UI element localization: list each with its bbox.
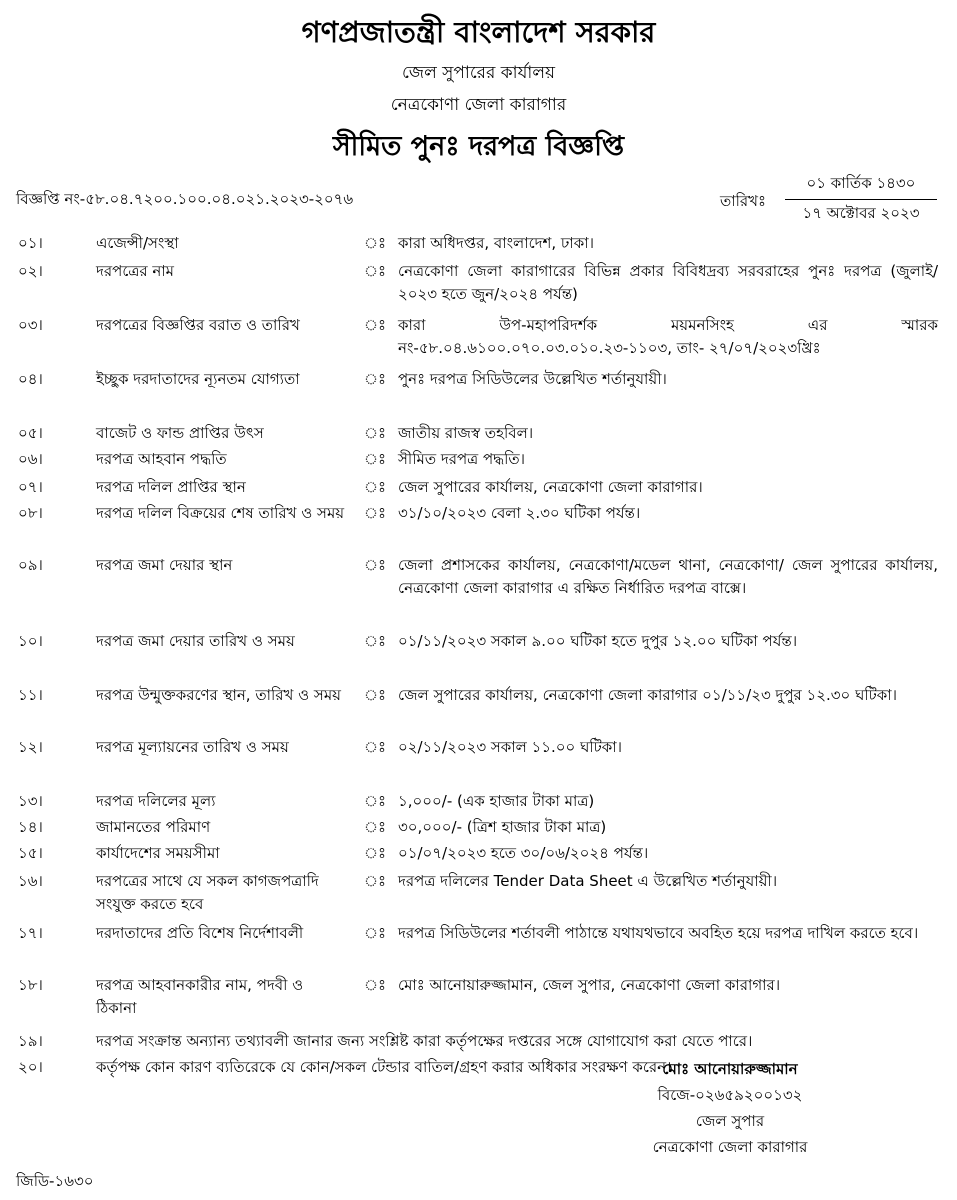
row-number: ১৮। [18, 976, 43, 994]
row-value: মোঃ আনোয়ারুজ্জামান, জেল সুপার, নেত্রকোণা জেলা কারাগার। [398, 976, 781, 994]
row-colon: ঃ [364, 450, 387, 468]
row-label: দরপত্র আহবানকারীর নাম, পদবী ও ঠিকানা [96, 976, 304, 1017]
row-value: জেলা প্রশাসকের কার্যালয়, নেত্রকোণা/মডেল থানা, নেত্রকোণা/ জেল সুপারের কার্যালয়, নেত্রকোণা জেলা কারাগার এ রক্ষিত নির্ধারিত দরপত্র বাক্সে। [398, 556, 938, 597]
row-number: ১৯। [18, 1032, 43, 1050]
row-text: দরপত্র সংক্রান্ত অন্যান্য তথ্যাবলী জানার জন্য সংশ্লিষ্ট কারা কর্তৃপক্ষের দপ্তরের সঙ্গে যোগাযোগ করা যেতে পারে। [96, 1032, 753, 1050]
row-value: ১,০০০/- (এক হাজার টাকা মাত্র) [398, 792, 595, 810]
date-bangla: ০১ কার্তিক ১৪৩০ [785, 172, 937, 200]
row-colon: ঃ [364, 234, 387, 252]
row-label: দরপত্র আহবান পদ্ধতি [96, 450, 227, 468]
row-number: ০৩। [18, 316, 43, 334]
row-number: ০৭। [18, 478, 43, 496]
row-number: ১৫। [18, 844, 43, 862]
memo-number: বিজ্ঞপ্তি নং-৫৮.০৪.৭২০০.১০০.০৪.০২১.২০২৩-২০৭৬ [16, 190, 354, 208]
row-label: দরপত্র জমা দেয়ার স্থান [96, 556, 233, 574]
row-label: দরদাতাদের প্রতি বিশেষ নির্দেশাবলী [96, 924, 304, 942]
row-colon: ঃ [364, 872, 387, 890]
row-colon: ঃ [364, 478, 387, 496]
row-number: ১২। [18, 738, 43, 756]
jail-name: নেত্রকোণা জেলা কারাগার [390, 95, 567, 115]
row-number: ০৬। [18, 450, 43, 468]
row-colon: ঃ [364, 504, 387, 522]
row-number: ০৪। [18, 370, 43, 388]
row-colon: ঃ [364, 976, 387, 994]
notice-title: সীমিত পুনঃ দরপত্র বিজ্ঞপ্তি [332, 131, 625, 162]
row-value: পুনঃ দরপত্র সিডিউলের উল্লেখিত শর্তানুযায়ী। [398, 370, 667, 388]
row-colon: ঃ [364, 818, 387, 836]
signatory-id: বিজে-০২৬৫৯২০০১৩২ [657, 1086, 803, 1104]
row-label: দরপত্রের নাম [96, 262, 175, 280]
row-number: ০৫। [18, 424, 43, 442]
row-value: দরপত্র দলিলের Tender Data Sheet এ উল্লেখিত শর্তানুযায়ী। [398, 872, 778, 890]
row-label: দরপত্র দলিলের মূল্য [96, 792, 216, 810]
signatory-name: মোঃ আনোয়ারুজ্জামান [662, 1060, 798, 1078]
row-colon: ঃ [364, 738, 387, 756]
row-colon: ঃ [364, 924, 387, 942]
row-value: ০২/১১/২০২৩ সকাল ১১.০০ ঘটিকা। [398, 738, 623, 756]
row-number: ১৬। [18, 872, 43, 890]
row-number: ১০। [18, 632, 43, 650]
row-number: ০৮। [18, 504, 43, 522]
row-label: দরপত্র দলিল বিক্রয়ের শেষ তারিখ ও সময় [96, 504, 345, 522]
row-number: ১১। [18, 686, 43, 704]
signatory-office: নেত্রকোণা জেলা কারাগার [652, 1138, 808, 1156]
row-colon: ঃ [364, 424, 387, 442]
date-label: তারিখঃ [720, 192, 766, 210]
row-colon: ঃ [364, 556, 387, 574]
row-number: ০২। [18, 262, 43, 280]
row-colon: ঃ [364, 316, 387, 334]
row-colon: ঃ [364, 844, 387, 862]
row-text: কর্তৃপক্ষ কোন কারণ ব্যতিরেকে যে কোন/সকল টেন্ডার বাতিল/গ্রহণ করার অধিকার সংরক্ষণ করেন। [96, 1058, 672, 1076]
row-colon: ঃ [364, 792, 387, 810]
row-colon: ঃ [364, 686, 387, 704]
row-colon: ঃ [364, 370, 387, 388]
row-value: জেল সুপারের কার্যালয়, নেত্রকোণা জেলা কারাগার। [398, 478, 703, 496]
row-value: ৩১/১০/২০২৩ বেলা ২.৩০ ঘটিকা পর্যন্ত। [398, 504, 641, 522]
row-value: নেত্রকোণা জেলা কারাগারের বিভিন্ন প্রকার বিবিধদ্রব্য সরবরাহের পুনঃ দরপত্র (জুলাই/২০২৩ হতে জুন/২০২৪ পর্যন্ত) [398, 262, 938, 303]
row-value: ০১/০৭/২০২৩ হতে ৩০/০৬/২০২৪ পর্যন্ত। [398, 844, 649, 862]
row-label: দরপত্র উন্মুক্তকরণের স্থান, তারিখ ও সময় [96, 686, 341, 704]
government-title: গণপ্রজাতন্ত্রী বাংলাদেশ সরকার [301, 15, 656, 49]
row-value: কারা অধিদপ্তর, বাংলাদেশ, ঢাকা। [398, 234, 594, 252]
row-number: ০৯। [18, 556, 43, 574]
row-number: ০১। [18, 234, 43, 252]
row-label: বাজেট ও ফান্ড প্রাপ্তির উৎস [96, 424, 264, 442]
row-value: দরপত্র সিডিউলের শর্তাবলী পাঠান্তে যথাযথভাবে অবহিত হয়ে দরপত্র দাখিল করতে হবে। [398, 924, 919, 942]
row-label: দরপত্রের সাথে যে সকল কাগজপত্রাদি সংযুক্ত করতে হবে [96, 872, 319, 913]
date-english: ১৭ অক্টোবর ২০২৩ [802, 204, 920, 222]
date-box [785, 172, 937, 227]
row-value: ৩০,০০০/- (ত্রিশ হাজার টাকা মাত্র) [398, 818, 607, 836]
row-value: কারা উপ-মহাপরিদর্শক ময়মনসিংহ এর স্মারক নং-৫৮.০৪.৬১০০.০৭০.০৩.০১০.২৩-১১০৩, তাং- ২৭/০৭/২০২৩খ্রিঃ [398, 316, 938, 357]
signatory-designation: জেল সুপার [695, 1112, 765, 1130]
row-label: দরপত্র দলিল প্রাপ্তির স্থান [96, 478, 246, 496]
gd-number: জিডি-১৬৩০ [16, 1172, 94, 1190]
row-number: ১৪। [18, 818, 43, 836]
row-value: ০১/১১/২০২৩ সকাল ৯.০০ ঘটিকা হতে দুপুর ১২.০০ ঘটিকা পর্যন্ত। [398, 632, 798, 650]
row-colon: ঃ [364, 632, 387, 650]
row-number: ২০। [18, 1058, 43, 1076]
row-label: ইচ্ছুক দরদাতাদের ন্যূনতম যোগ্যতা [96, 370, 300, 388]
signature-block [590, 1056, 870, 1160]
row-colon: ঃ [364, 262, 387, 280]
row-value: জেল সুপারের কার্যালয়, নেত্রকোণা জেলা কারাগার ০১/১১/২৩ দুপুর ১২.৩০ ঘটিকা। [398, 686, 898, 704]
row-label: এজেন্সী/সংস্থা [96, 234, 179, 252]
row-label: জামানতের পরিমাণ [96, 818, 211, 836]
row-label: দরপত্রের বিজ্ঞপ্তির বরাত ও তারিখ [96, 316, 300, 334]
row-number: ১৩। [18, 792, 43, 810]
row-number: ১৭। [18, 924, 43, 942]
row-label: দরপত্র মূল্যায়নের তারিখ ও সময় [96, 738, 289, 756]
office-name: জেল সুপারের কার্যালয় [401, 63, 556, 83]
row-label: কার্যাদেশের সময়সীমা [96, 844, 220, 862]
row-value: সীমিত দরপত্র পদ্ধতি। [398, 450, 526, 468]
row-label: দরপত্র জমা দেয়ার তারিখ ও সময় [96, 632, 295, 650]
row-value: জাতীয় রাজস্ব তহবিল। [398, 424, 534, 442]
